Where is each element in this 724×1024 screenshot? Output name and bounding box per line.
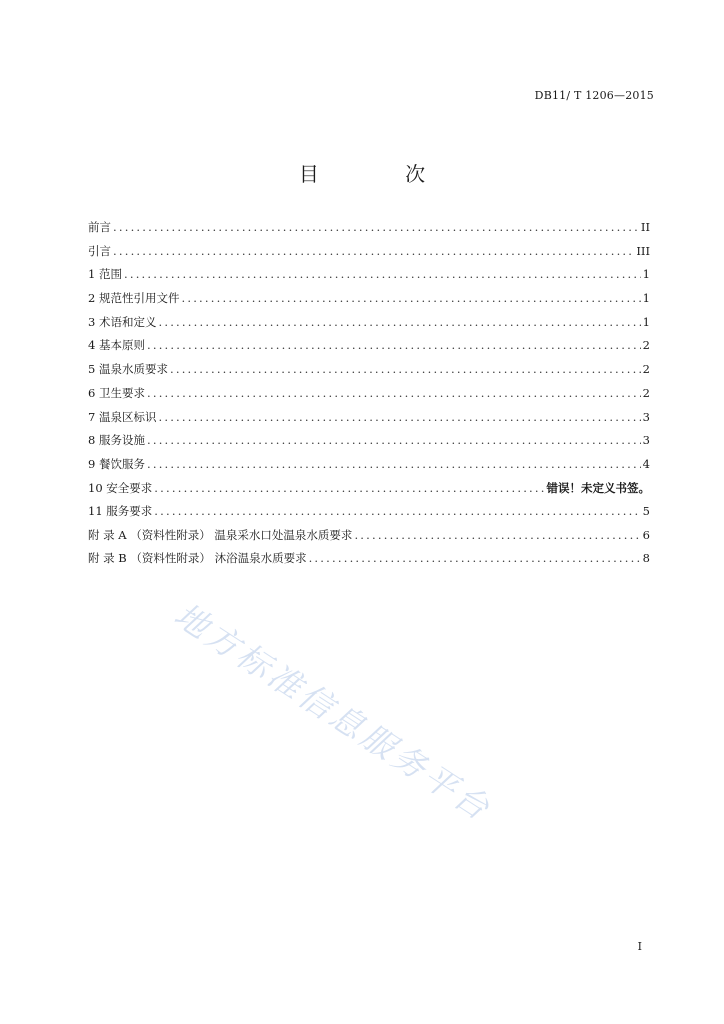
toc-leader-dots (154, 481, 544, 495)
toc-entry-page: 1 (642, 314, 650, 329)
toc-entry-page: 3 (642, 433, 650, 448)
toc-entry-label: 7 温泉区标识 (88, 409, 157, 424)
toc-entry-label: 2 规范性引用文件 (88, 291, 180, 306)
toc-leader-dots (113, 220, 639, 234)
toc-entry-label: 11 服务要求 (88, 504, 153, 519)
toc-entry-hygiene[interactable] (88, 385, 650, 409)
toc-entry-catering[interactable] (88, 456, 650, 480)
toc-leader-dots (170, 362, 641, 376)
toc-entry-page: 1 (642, 267, 650, 282)
watermark: 地方标准信息服务平台 (167, 595, 500, 830)
toc-entry-page: 8 (642, 551, 650, 566)
toc-leader-dots (147, 433, 641, 447)
toc-entry-page: 6 (642, 527, 650, 542)
toc-entry-label: 6 卫生要求 (88, 385, 145, 400)
page-number: I (637, 940, 642, 953)
toc-entry-label: 前言 (88, 220, 111, 234)
toc-leader-dots (158, 410, 640, 424)
toc-entry-label: 3 术语和定义 (88, 314, 157, 329)
toc-entry-page: III (636, 243, 650, 258)
toc-leader-dots (147, 386, 641, 400)
toc-entry-signage[interactable] (88, 409, 650, 433)
toc-entry-service[interactable] (88, 503, 650, 527)
toc-entry-facilities[interactable] (88, 432, 650, 456)
toc-entry-page: 5 (642, 504, 650, 519)
toc-entry-page: 2 (642, 385, 650, 400)
toc-entry-normative-references[interactable] (88, 290, 650, 314)
toc-entry-terms-definitions[interactable] (88, 314, 650, 338)
toc-leader-dots (158, 315, 640, 329)
toc-entry-safety[interactable] (88, 480, 650, 504)
toc-leader-dots (154, 504, 640, 518)
toc-entry-page: 3 (642, 409, 650, 424)
toc-entry-page: 4 (642, 456, 650, 471)
toc-entry-label: 10 安全要求 (88, 480, 153, 495)
toc-entry-appendix-a[interactable] (88, 527, 650, 551)
toc-entry-page: 1 (642, 291, 650, 306)
toc-entry-label: 附 录 A （资料性附录） 温泉采水口处温泉水质要求 (88, 527, 353, 542)
toc-entry-label: 8 服务设施 (88, 433, 145, 448)
toc-entry-page: 2 (642, 338, 650, 353)
table-of-contents (88, 219, 650, 574)
toc-leader-dots (147, 457, 641, 471)
toc-entry-label: 9 餐饮服务 (88, 456, 145, 471)
standard-code: DB11/ T 1206—2015 (534, 89, 654, 102)
toc-title: 目 次 (298, 162, 466, 186)
toc-entry-label: 引言 (88, 243, 111, 258)
toc-leader-dots (181, 291, 640, 305)
toc-entry-appendix-b[interactable] (88, 550, 650, 574)
toc-entry-foreword[interactable] (88, 219, 650, 243)
toc-entry-label: 附 录 B （资料性附录） 沐浴温泉水质要求 (88, 551, 307, 566)
toc-entry-label: 4 基本原则 (88, 338, 145, 353)
toc-entry-page: 2 (642, 362, 650, 377)
toc-entry-page: II (640, 220, 650, 234)
toc-entry-water-quality[interactable] (88, 361, 650, 385)
toc-leader-dots (113, 244, 634, 258)
toc-leader-dots (354, 528, 640, 542)
toc-entry-basic-principles[interactable] (88, 337, 650, 361)
toc-entry-label: 5 温泉水质要求 (88, 362, 168, 377)
toc-leader-dots (147, 338, 641, 352)
toc-entry-label: 1 范围 (88, 267, 122, 282)
toc-entry-introduction[interactable] (88, 243, 650, 267)
toc-bookmark-error: 错误！未定义书签。 (546, 480, 650, 495)
toc-entry-scope[interactable] (88, 266, 650, 290)
toc-leader-dots (309, 551, 641, 565)
toc-leader-dots (124, 267, 641, 281)
